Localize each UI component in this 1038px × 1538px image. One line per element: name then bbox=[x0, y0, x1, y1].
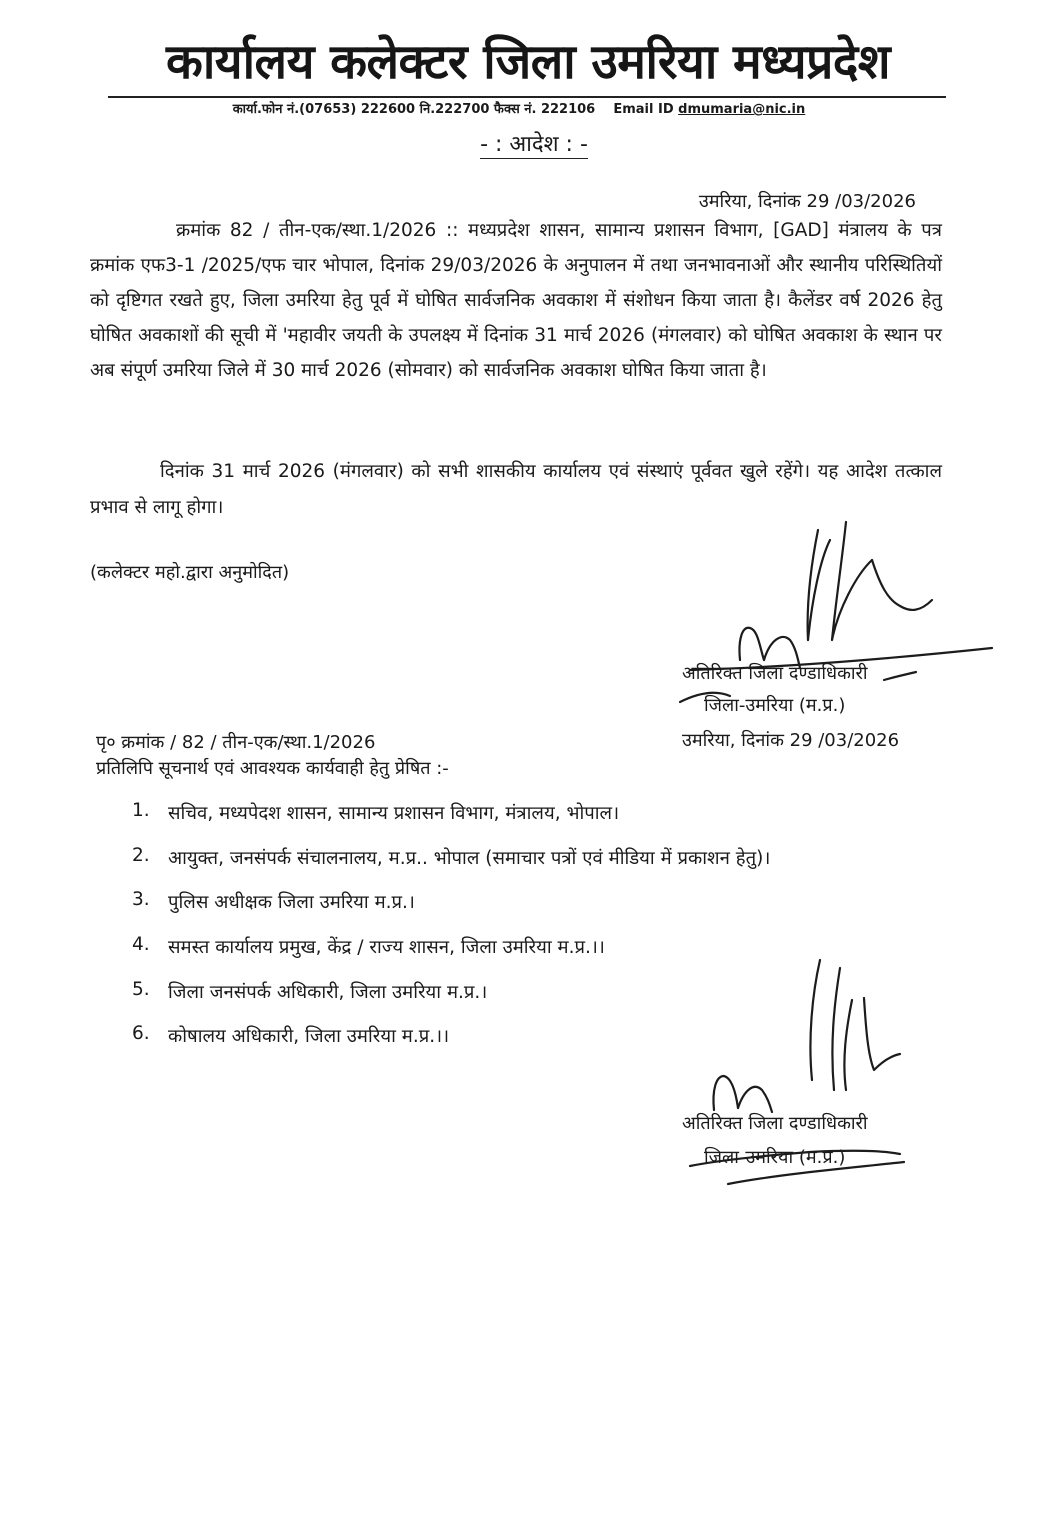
list-item-number: 2. bbox=[132, 844, 150, 866]
signatory-2-designation: अतिरिक्त जिला दण्डाधिकारी bbox=[682, 1113, 868, 1134]
endorsement-reference: पृ० क्रमांक / 82 / तीन-एक/स्था.1/2026 bbox=[96, 732, 376, 753]
list-item-number: 5. bbox=[132, 978, 150, 1000]
contact-phone: कार्या.फोन नं.(07653) 222600 नि.222700 फैक्स नं. 222106 bbox=[232, 102, 596, 117]
order-heading-text: - : आदेश : - bbox=[480, 132, 588, 157]
contact-email: dmumaria@nic.in bbox=[678, 102, 806, 117]
list-item-text: सचिव, मध्यपेदश शासन, सामान्य प्रशासन विभाग, मंत्रालय, भोपाल। bbox=[168, 803, 620, 824]
signature-1-icon bbox=[680, 522, 992, 702]
signatory-2-district: जिला-उमरिया (म.प्र.) bbox=[704, 1147, 846, 1168]
order-paragraph-2-text: दिनांक 31 मार्च 2026 (मंगलवार) को सभी शासकीय कार्यालय एवं संस्थाएं पूर्ववत खुले रहेंगे। यह आदेश तत्काल प्रभाव से लागू होगा। bbox=[90, 461, 942, 518]
list-item-number: 6. bbox=[132, 1023, 150, 1045]
list-item-number: 4. bbox=[132, 934, 150, 956]
signatory-1-district: जिला-उमरिया (म.प्र.) bbox=[704, 695, 846, 716]
signature-2-icon bbox=[690, 960, 904, 1184]
list-item-text: जिला जनसंपर्क अधिकारी, जिला उमरिया म.प्र.। bbox=[168, 981, 488, 1003]
order-place-date: उमरिया, दिनांक 29 /03/2026 bbox=[698, 191, 916, 212]
order-paragraph-1-text: क्रमांक 82 / तीन-एक/स्था.1/2026 :: मध्यप्रदेश शासन, सामान्य प्रशासन विभाग, [GAD] मंत्रालय के पत्र क्रमांक एफ3-1 /2025/एफ चार भोपाल, दिनांक 29/03/2026 के अनुपालन में तथा जनभावनाओं और स्थानीय परिस्थितियों को दृष्टिगत रखते हुए, जिला उमरिया हेतु पूर्व में घोषित सार्वजनिक अवकाश में संशोधन किया जाता है। कैलेंडर वर्ष 2026 हेतु घोषित अवकाशों की सूची में 'महावीर जयती के उपलक्ष्य में दिनांक 31 मार्च 2026 (मंगलवार) को घोषित अवकाश के स्थान पर अब संपूर्ण उमरिया जिले में 30 मार्च 2026 (सोमवार) को सार्वजनिक अवकाश घोषित किया जाता है। bbox=[90, 220, 943, 381]
signatory-1-designation: अतिरिक्त जिला दण्डाधिकारी bbox=[682, 663, 868, 684]
list-item-text: पुलिस अधीक्षक जिला उमरिया म.प्र.। bbox=[168, 892, 415, 914]
list-item-text: आयुक्त, जनसंपर्क संचालनालय, म.प्र.. भोपाल (समाचार पत्रों एवं मीडिया में प्रकाशन हेतु)। bbox=[168, 847, 771, 869]
signatory-1-place-date: उमरिया, दिनांक 29 /03/2026 bbox=[682, 730, 900, 751]
list-item-text: कोषालय अधिकारी, जिला उमरिया म.प्र.।। bbox=[168, 1026, 450, 1048]
list-item-text: समस्त कार्यालय प्रमुख, केंद्र / राज्य शासन, जिला उमरिया म.प्र.।। bbox=[168, 937, 605, 959]
office-title: कार्यालय कलेक्टर जिला उमरिया मध्यप्रदेश bbox=[165, 34, 891, 90]
approval-note: (कलेक्टर महो.द्वारा अनुमोदित) bbox=[90, 562, 290, 583]
list-item-number: 1. bbox=[132, 800, 150, 821]
copy-to-heading: प्रतिलिपि सूचनार्थ एवं आवश्यक कार्यवाही हेतु प्रेषित :- bbox=[96, 758, 449, 779]
list-item-number: 3. bbox=[132, 889, 150, 911]
contact-email-label: Email ID bbox=[613, 102, 674, 117]
